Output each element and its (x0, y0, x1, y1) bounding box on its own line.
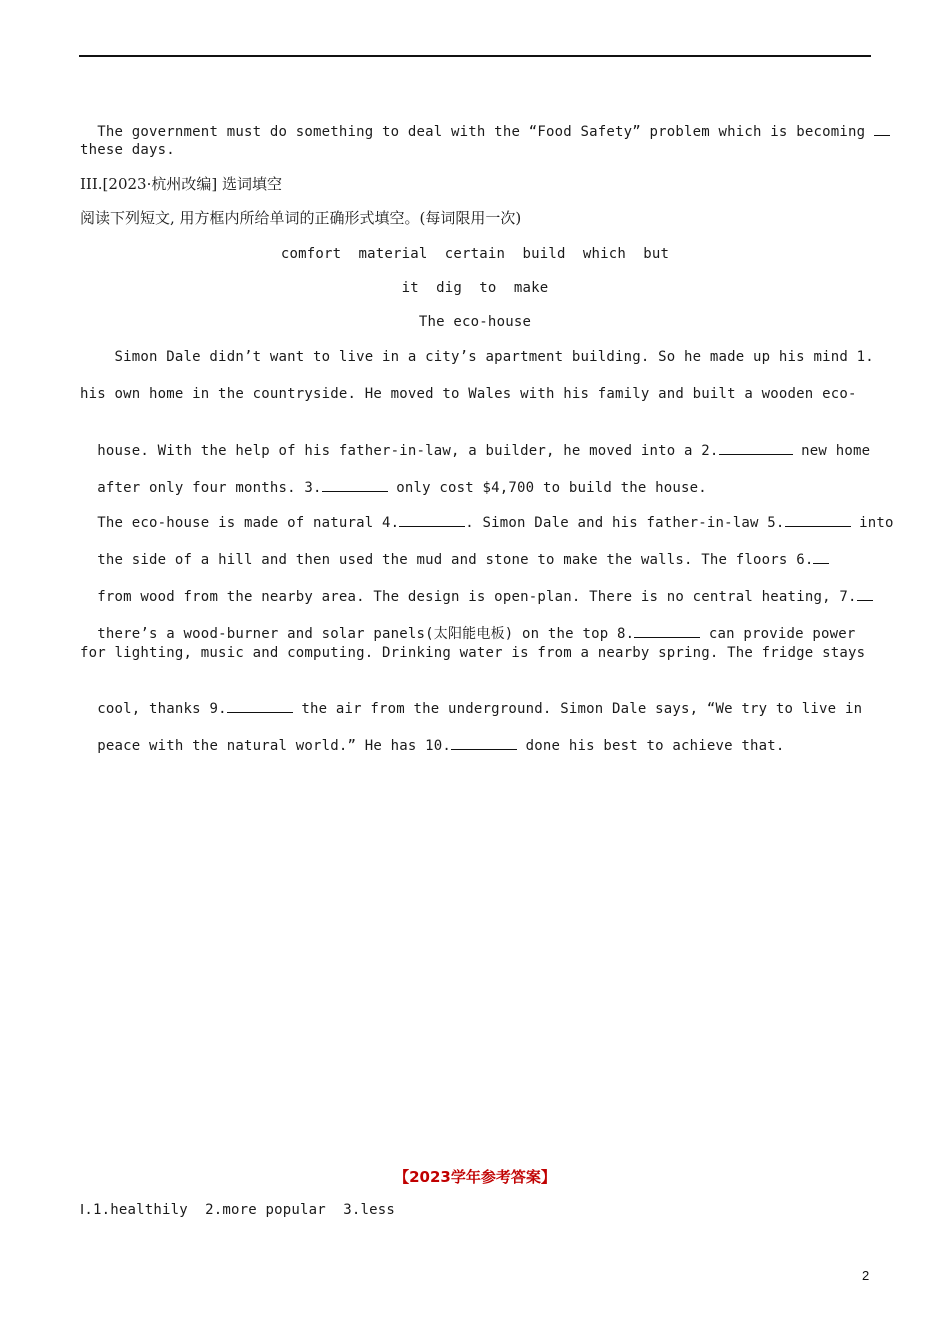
answer-blank-10[interactable] (451, 736, 517, 750)
section-instruction: 阅读下列短文, 用方框内所给单词的正确形式填空。(每词限用一次) (80, 209, 522, 227)
word-bank-line2: it dig to make (401, 280, 549, 296)
passage-line-8 (80, 606, 872, 643)
answer-blank-8[interactable] (634, 624, 700, 638)
passage-line-9: for lighting, music and computing. Drinking water is from a nearby spring. The fridge stays (80, 645, 866, 661)
passage-line-7 (80, 569, 872, 606)
prev-sentence-text: The government must do something to deal with the “Food Safety” problem which is becoming (97, 124, 866, 140)
passage-text: after only four months. 3. (97, 480, 322, 496)
passage-text: house. With the help of his father-in-law, a builder, he moved into a 2. (97, 443, 719, 459)
passage-text: into (850, 515, 894, 531)
passage-line-5 (80, 495, 894, 532)
passage-line-1: Simon Dale didn’t want to live in a city’s apartment building. So he made up his mind 1. (80, 349, 874, 365)
passage-text: from wood from the nearby area. The design is open-plan. There is no central heating, 7. (97, 589, 857, 605)
prev-sentence-line2: these days. (80, 142, 175, 158)
answer-blank-4[interactable] (399, 513, 465, 527)
passage-text: the air from the underground. Simon Dale says, “We try to live in (292, 701, 863, 717)
passage-text: new home (792, 443, 871, 459)
passage-line-2: his own home in the countryside. He moved to Wales with his family and built a wooden eco- (80, 386, 857, 402)
prev-sentence-line1 (80, 104, 872, 141)
passage-text: only cost $4,700 to build the house. (387, 480, 707, 496)
answer-blank[interactable] (874, 122, 890, 136)
passage-line-3 (80, 423, 872, 460)
passage-title: The eco-house (418, 314, 532, 330)
passage-text: . Simon Dale and his father-in-law 5. (465, 515, 785, 531)
passage-line-6 (80, 532, 872, 569)
answer-blank-3[interactable] (322, 478, 388, 492)
passage-line-4 (80, 460, 872, 497)
passage-text: peace with the natural world.” He has 10. (97, 738, 452, 754)
answer-blank-9[interactable] (227, 699, 293, 713)
word-bank-line1: comfort material certain build which but (280, 246, 670, 262)
passage-line-11 (80, 718, 872, 755)
section-header: III.[2023·杭州改编] 选词填空 (80, 175, 282, 193)
passage-line-10 (80, 681, 872, 718)
passage-text: done his best to achieve that. (517, 738, 785, 754)
passage-text: can provide power (700, 626, 856, 642)
top-rule (79, 55, 871, 57)
passage-text: the side of a hill and then used the mud and stone to make the walls. The floors 6. (97, 552, 814, 568)
answer-blank-6[interactable] (813, 550, 829, 564)
answer-blank-7[interactable] (857, 587, 873, 601)
passage-text: The eco-house is made of natural 4. (97, 515, 400, 531)
answer-blank-2[interactable] (719, 441, 793, 455)
passage-text: cool, thanks 9. (97, 701, 227, 717)
passage-text: there’s a wood-burner and solar panels(太阳能电板) on the top 8. (97, 626, 635, 642)
answer-blank-5[interactable] (785, 513, 851, 527)
page-number: 2 (862, 1268, 870, 1283)
answers-title: 【2023学年参考答案】 (394, 1168, 556, 1186)
answers-line-1: Ⅰ.1.healthily 2.more popular 3.less (80, 1202, 395, 1218)
